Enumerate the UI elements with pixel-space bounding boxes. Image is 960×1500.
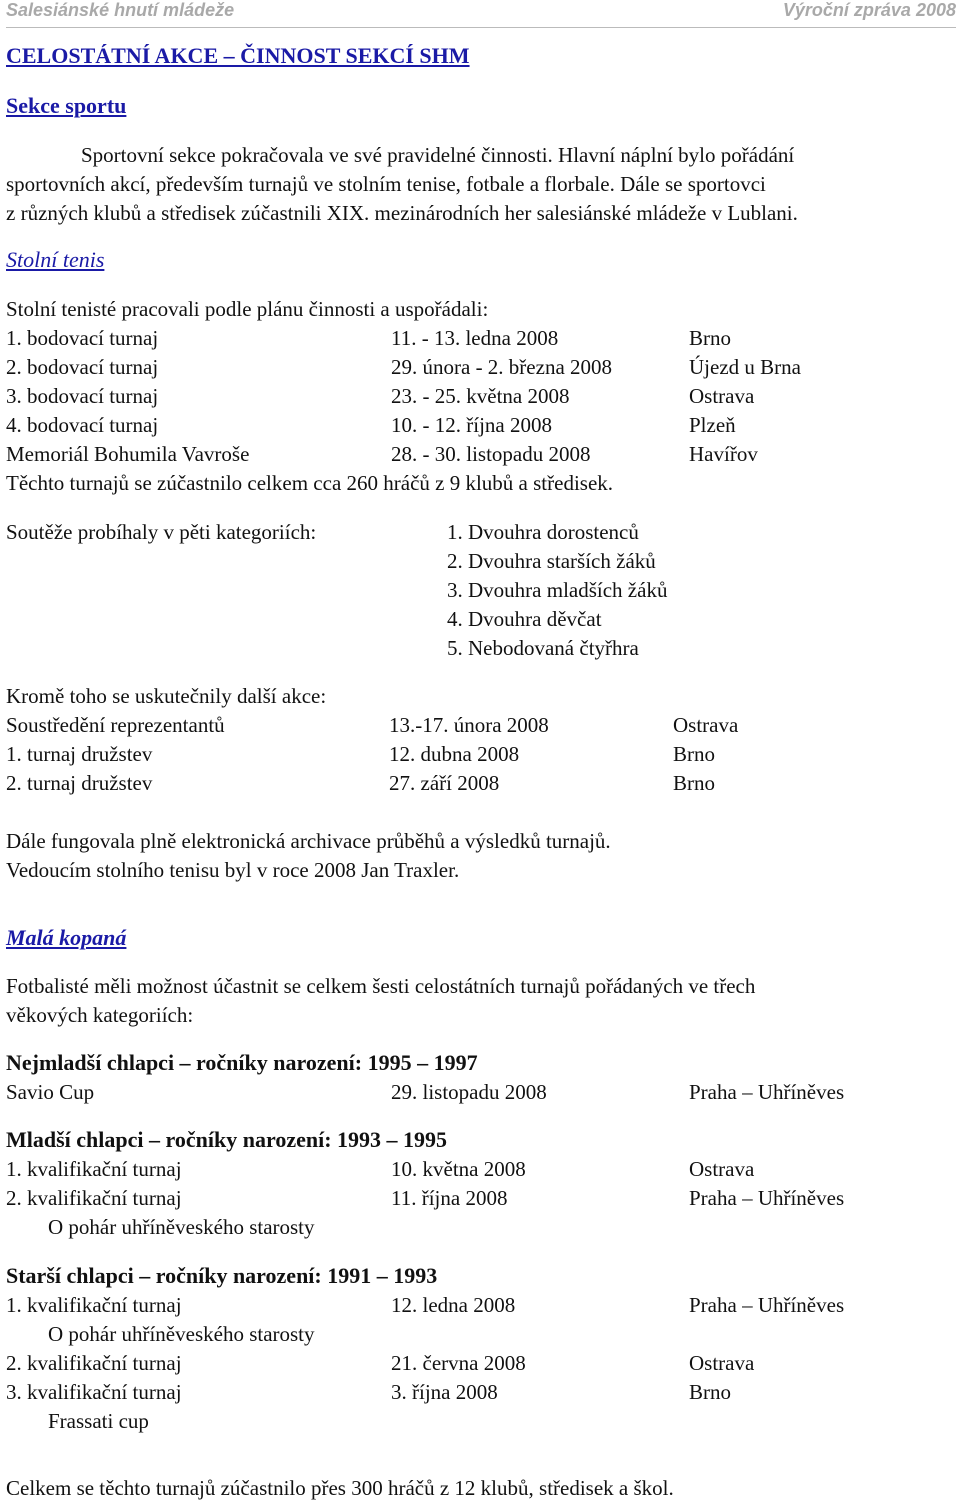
tournament-place: Brno	[689, 326, 731, 350]
match-date: 11. října 2008	[391, 1186, 508, 1210]
categories-label: Soutěže probíhaly v pěti kategoriích:	[6, 520, 317, 544]
match-row	[6, 1380, 956, 1406]
match-name: 1. kvalifikační turnaj	[6, 1157, 182, 1181]
event-name: 2. turnaj družstev	[6, 771, 153, 795]
football-intro-line: Fotbalisté měli možnost účastnit se celkem šesti celostátních turnajů pořádaných ve třech	[6, 974, 756, 998]
event-date: 12. dubna 2008	[389, 742, 520, 766]
match-row	[6, 1351, 956, 1377]
category-heading-youngest: Nejmladší chlapci – ročníky narození: 1995 – 1997	[6, 1050, 478, 1075]
category-heading-younger: Mladší chlapci – ročníky narození: 1993 – 1995	[6, 1127, 448, 1152]
event-date: 13.-17. února 2008	[389, 713, 549, 737]
tournament-date: 11. - 13. ledna 2008	[391, 326, 559, 350]
match-name: Savio Cup	[6, 1080, 95, 1104]
section-heading-sport: Sekce sportu	[6, 93, 127, 118]
header-report-title: Výroční zpráva 2008	[782, 0, 956, 20]
tournament-date: 28. - 30. listopadu 2008	[391, 442, 591, 466]
tournament-place: Ostrava	[689, 384, 755, 408]
table-tennis-participation: Těchto turnajů se zúčastnilo celkem cca 260 hráčů z 9 klubů a středisek.	[6, 471, 614, 495]
header-organization: Salesiánské hnutí mládeže	[6, 0, 235, 20]
match-place: Praha – Uhříněves	[689, 1293, 845, 1317]
tournament-name: Memoriál Bohumila Vavroše	[6, 442, 250, 466]
category-item: 2. Dvouhra starších žáků	[447, 549, 656, 573]
other-events-label: Kromě toho se uskutečnily další akce:	[6, 684, 327, 708]
event-name: Soustředění reprezentantů	[6, 713, 225, 737]
match-place: Ostrava	[689, 1351, 755, 1375]
sport-intro-line: sportovních akcí, především turnajů ve stolním tenise, fotbale a florbale. Dále se sportovci	[6, 172, 766, 196]
archive-note: Dále fungovala plně elektronická archivace průběhů a výsledků turnajů.	[6, 829, 611, 853]
match-date: 21. června 2008	[391, 1351, 526, 1375]
event-place: Ostrava	[673, 713, 739, 737]
match-row	[6, 1080, 956, 1106]
match-name: 3. kvalifikační turnaj	[6, 1380, 182, 1404]
category-heading-older: Starší chlapci – ročníky narození: 1991 – 1993	[6, 1263, 438, 1288]
tournament-date: 10. - 12. října 2008	[391, 413, 552, 437]
match-place: Brno	[689, 1380, 731, 1404]
event-place: Brno	[673, 742, 715, 766]
match-name: 1. kvalifikační turnaj	[6, 1293, 182, 1317]
sport-intro-line: Sportovní sekce pokračovala ve své pravidelné činnosti. Hlavní náplní bylo pořádání	[81, 143, 795, 167]
match-place: Ostrava	[689, 1157, 755, 1181]
match-row	[6, 1186, 956, 1212]
match-note: O pohár uhříněveského starosty	[48, 1215, 315, 1239]
page-title: CELOSTÁTNÍ AKCE – ČINNOST SEKCÍ SHM	[6, 43, 470, 68]
header-divider	[6, 27, 956, 28]
tournament-row	[6, 442, 956, 468]
tournament-row	[6, 384, 956, 410]
tournament-date: 29. února - 2. března 2008	[391, 355, 613, 379]
tournament-name: 4. bodovací turnaj	[6, 413, 159, 437]
event-date: 27. září 2008	[389, 771, 500, 795]
category-item: 5. Nebodovaná čtyřhra	[447, 636, 639, 660]
sport-intro-line: z různých klubů a středisek zúčastnili XIX. mezinárodních her salesiánské mládeže v Lublani.	[6, 201, 798, 225]
event-row	[6, 713, 956, 739]
page-header	[6, 0, 956, 22]
match-place: Praha – Uhříněves	[689, 1186, 845, 1210]
tournament-row	[6, 355, 956, 381]
match-date: 29. listopadu 2008	[391, 1080, 547, 1104]
match-place: Praha – Uhříněves	[689, 1080, 845, 1104]
table-tennis-intro: Stolní tenisté pracovali podle plánu činnosti a uspořádali:	[6, 297, 489, 321]
match-note: Frassati cup	[48, 1409, 149, 1433]
subsection-heading-table-tennis: Stolní tenis	[6, 247, 105, 272]
match-date: 12. ledna 2008	[391, 1293, 516, 1317]
leader-note: Vedoucím stolního tenisu byl v roce 2008 Jan Traxler.	[6, 858, 460, 882]
event-place: Brno	[673, 771, 715, 795]
tournament-row	[6, 413, 956, 439]
match-row	[6, 1293, 956, 1319]
tournament-name: 1. bodovací turnaj	[6, 326, 159, 350]
event-row	[6, 771, 956, 797]
match-name: 2. kvalifikační turnaj	[6, 1186, 182, 1210]
tournament-name: 3. bodovací turnaj	[6, 384, 159, 408]
tournament-place: Plzeň	[689, 413, 736, 437]
category-item: 4. Dvouhra děvčat	[447, 607, 602, 631]
tournament-place: Újezd u Brna	[689, 355, 801, 379]
match-row	[6, 1157, 956, 1183]
football-summary: Celkem se těchto turnajů zúčastnilo přes 300 hráčů z 12 klubů, středisek a škol.	[6, 1476, 674, 1500]
event-name: 1. turnaj družstev	[6, 742, 153, 766]
category-item: 3. Dvouhra mladších žáků	[447, 578, 668, 602]
category-item: 1. Dvouhra dorostenců	[447, 520, 639, 544]
tournament-row	[6, 326, 956, 352]
match-note: O pohár uhříněveského starosty	[48, 1322, 315, 1346]
tournament-date: 23. - 25. května 2008	[391, 384, 570, 408]
tournament-name: 2. bodovací turnaj	[6, 355, 159, 379]
match-name: 2. kvalifikační turnaj	[6, 1351, 182, 1375]
tournament-place: Havířov	[689, 442, 758, 466]
event-row	[6, 742, 956, 768]
match-date: 3. října 2008	[391, 1380, 498, 1404]
football-intro-line: věkových kategoriích:	[6, 1003, 194, 1027]
subsection-heading-football: Malá kopaná	[6, 925, 127, 950]
match-date: 10. května 2008	[391, 1157, 526, 1181]
